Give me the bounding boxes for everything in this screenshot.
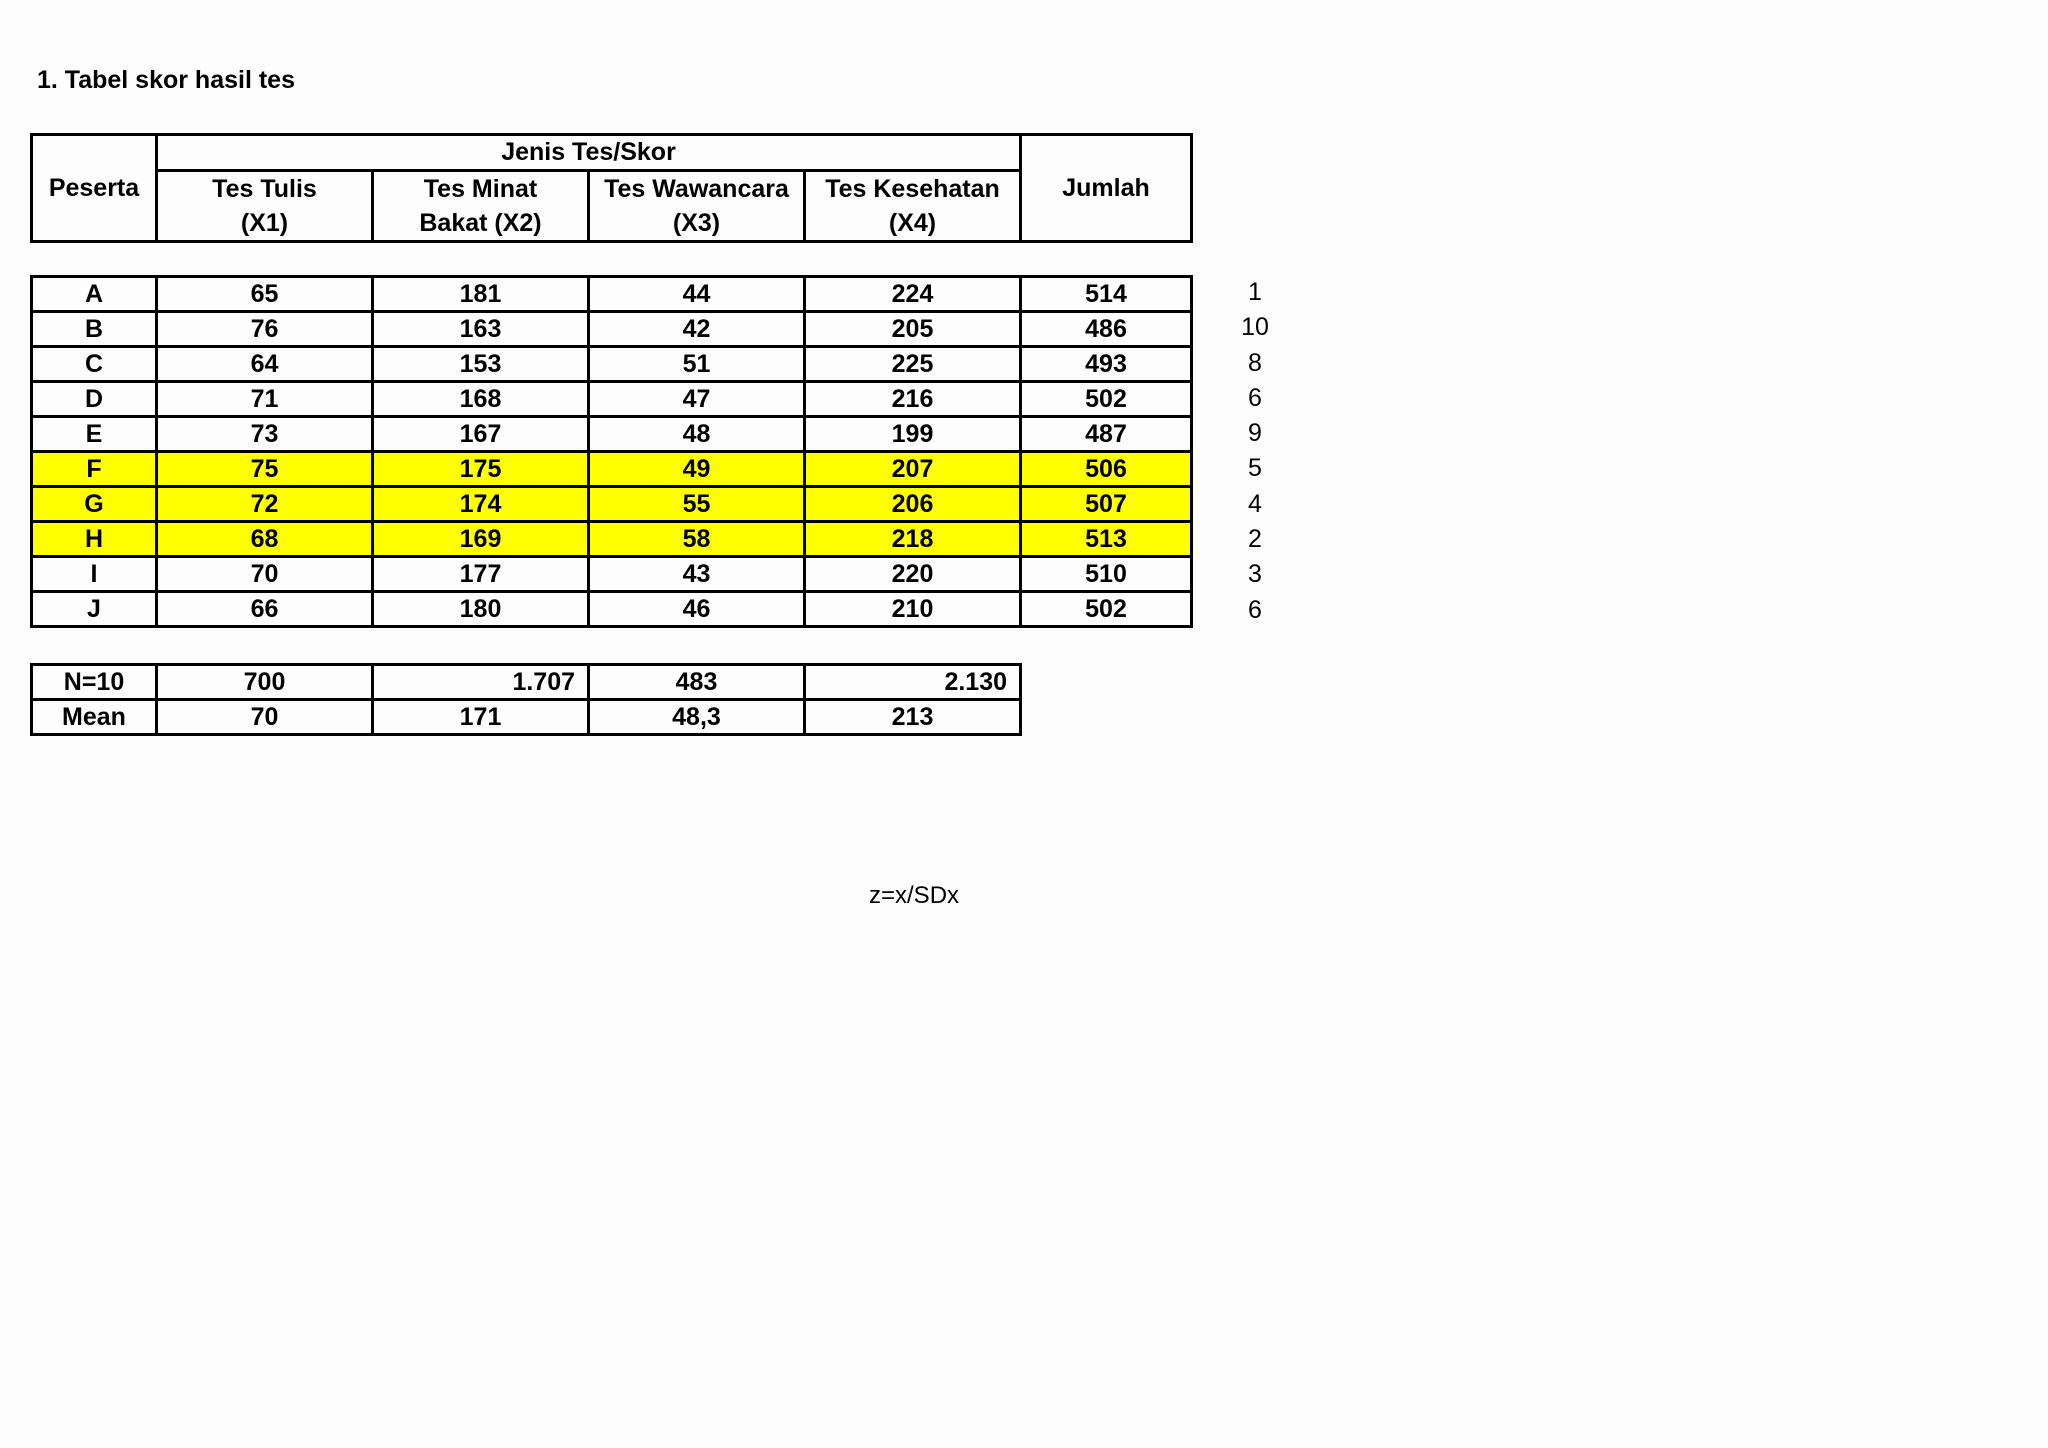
cell-peserta: D xyxy=(32,382,157,417)
cell-jumlah: 513 xyxy=(1021,522,1192,557)
rank-value: 1 xyxy=(1248,278,1262,306)
cell-x4: 205 xyxy=(805,312,1021,347)
cell-x2: 177 xyxy=(373,557,589,592)
rank-value: 10 xyxy=(1241,313,1269,342)
header-col-x4 xyxy=(805,171,1021,242)
cell-x3: 49 xyxy=(589,452,805,487)
header-group: Jenis Tes/Skor xyxy=(157,135,1021,171)
cell-peserta: B xyxy=(32,312,157,347)
cell-x2: 180 xyxy=(373,592,589,627)
header-peserta: Peserta xyxy=(32,135,157,242)
rank-value: 3 xyxy=(1248,560,1262,589)
cell-x4: 225 xyxy=(805,347,1021,382)
table-row xyxy=(32,522,1192,557)
summary-n-x4: 2.130 xyxy=(805,665,1021,700)
table-row xyxy=(32,312,1192,347)
rank-value: 5 xyxy=(1248,454,1262,483)
cell-x2: 175 xyxy=(373,452,589,487)
summary-mean-label: Mean xyxy=(32,700,157,735)
cell-x4: 210 xyxy=(805,592,1021,627)
cell-x1: 65 xyxy=(157,277,373,312)
cell-x3: 51 xyxy=(589,347,805,382)
cell-peserta: J xyxy=(32,592,157,627)
cell-x1: 64 xyxy=(157,347,373,382)
cell-jumlah: 502 xyxy=(1021,592,1192,627)
header-jumlah: Jumlah xyxy=(1021,135,1192,242)
rank-value: 6 xyxy=(1248,383,1262,412)
cell-x2: 169 xyxy=(373,522,589,557)
cell-jumlah: 502 xyxy=(1021,382,1192,417)
cell-jumlah: 506 xyxy=(1021,452,1192,487)
cell-x3: 46 xyxy=(589,592,805,627)
table-row xyxy=(32,382,1192,417)
cell-jumlah: 507 xyxy=(1021,487,1192,522)
summary-n-label: N=10 xyxy=(32,665,157,700)
summary-row-mean xyxy=(32,700,1021,735)
cell-jumlah: 486 xyxy=(1021,312,1192,347)
header-col-x1-line2: (X1) xyxy=(240,209,289,237)
summary-mean-x3: 48,3 xyxy=(589,700,805,735)
cell-x2: 181 xyxy=(373,277,589,312)
cell-x2: 153 xyxy=(373,347,589,382)
header-col-x3-line1: Tes Wawancara xyxy=(604,175,789,203)
cell-x1: 75 xyxy=(157,452,373,487)
cell-x3: 43 xyxy=(589,557,805,592)
cell-x3: 48 xyxy=(589,417,805,452)
cell-x2: 163 xyxy=(373,312,589,347)
summary-mean-x2: 171 xyxy=(373,700,589,735)
rank-value: 4 xyxy=(1248,489,1262,518)
header-col-x2-line1: Tes Minat xyxy=(423,175,538,203)
cell-x1: 68 xyxy=(157,522,373,557)
cell-peserta: C xyxy=(32,347,157,382)
rank-value: 9 xyxy=(1248,419,1262,448)
cell-x2: 174 xyxy=(373,487,589,522)
header-table xyxy=(30,133,1193,243)
cell-jumlah: 514 xyxy=(1021,277,1192,312)
summary-n-x3: 483 xyxy=(589,665,805,700)
table-title: 1. Tabel skor hasil tes xyxy=(37,66,295,94)
cell-peserta: A xyxy=(32,277,157,312)
cell-x4: 220 xyxy=(805,557,1021,592)
cell-x1: 72 xyxy=(157,487,373,522)
summary-table xyxy=(30,663,1022,736)
cell-x3: 58 xyxy=(589,522,805,557)
rank-column xyxy=(1225,275,1285,628)
table-row xyxy=(32,592,1192,627)
cell-jumlah: 487 xyxy=(1021,417,1192,452)
header-col-x2 xyxy=(373,171,589,242)
cell-jumlah: 510 xyxy=(1021,557,1192,592)
cell-x4: 224 xyxy=(805,277,1021,312)
table-row xyxy=(32,452,1192,487)
header-col-x4-line1: Tes Kesehatan xyxy=(825,175,1000,203)
rank-value: 8 xyxy=(1248,348,1262,377)
header-col-x1 xyxy=(157,171,373,242)
summary-n-x2: 1.707 xyxy=(373,665,589,700)
table-row xyxy=(32,487,1192,522)
cell-x3: 44 xyxy=(589,277,805,312)
rank-value: 6 xyxy=(1248,595,1262,624)
header-col-x1-line1: Tes Tulis xyxy=(212,175,317,203)
cell-x4: 199 xyxy=(805,417,1021,452)
cell-peserta: E xyxy=(32,417,157,452)
table-row xyxy=(32,557,1192,592)
cell-x1: 76 xyxy=(157,312,373,347)
table-row xyxy=(32,347,1192,382)
summary-row-n xyxy=(32,665,1021,700)
cell-x4: 218 xyxy=(805,522,1021,557)
rank-value: 2 xyxy=(1248,525,1262,554)
header-col-x4-line2: (X4) xyxy=(888,209,937,237)
summary-n-x1: 700 xyxy=(157,665,373,700)
cell-x3: 42 xyxy=(589,312,805,347)
cell-peserta: H xyxy=(32,522,157,557)
summary-mean-x4: 213 xyxy=(805,700,1021,735)
cell-x4: 206 xyxy=(805,487,1021,522)
cell-x1: 71 xyxy=(157,382,373,417)
cell-x4: 216 xyxy=(805,382,1021,417)
cell-x1: 73 xyxy=(157,417,373,452)
cell-x3: 47 xyxy=(589,382,805,417)
cell-x4: 207 xyxy=(805,452,1021,487)
table-row xyxy=(32,417,1192,452)
cell-x3: 55 xyxy=(589,487,805,522)
formula-text: z=x/SDx xyxy=(869,882,960,909)
cell-x1: 70 xyxy=(157,557,373,592)
cell-x1: 66 xyxy=(157,592,373,627)
cell-peserta: I xyxy=(32,557,157,592)
summary-mean-x1: 70 xyxy=(157,700,373,735)
table-row xyxy=(32,277,1192,312)
cell-peserta: G xyxy=(32,487,157,522)
header-col-x3-line2: (X3) xyxy=(672,209,721,237)
cell-x2: 167 xyxy=(373,417,589,452)
header-col-x2-line2: Bakat (X2) xyxy=(419,209,542,237)
cell-x2: 168 xyxy=(373,382,589,417)
header-col-x3 xyxy=(589,171,805,242)
cell-jumlah: 493 xyxy=(1021,347,1192,382)
data-table xyxy=(30,275,1193,628)
cell-peserta: F xyxy=(32,452,157,487)
